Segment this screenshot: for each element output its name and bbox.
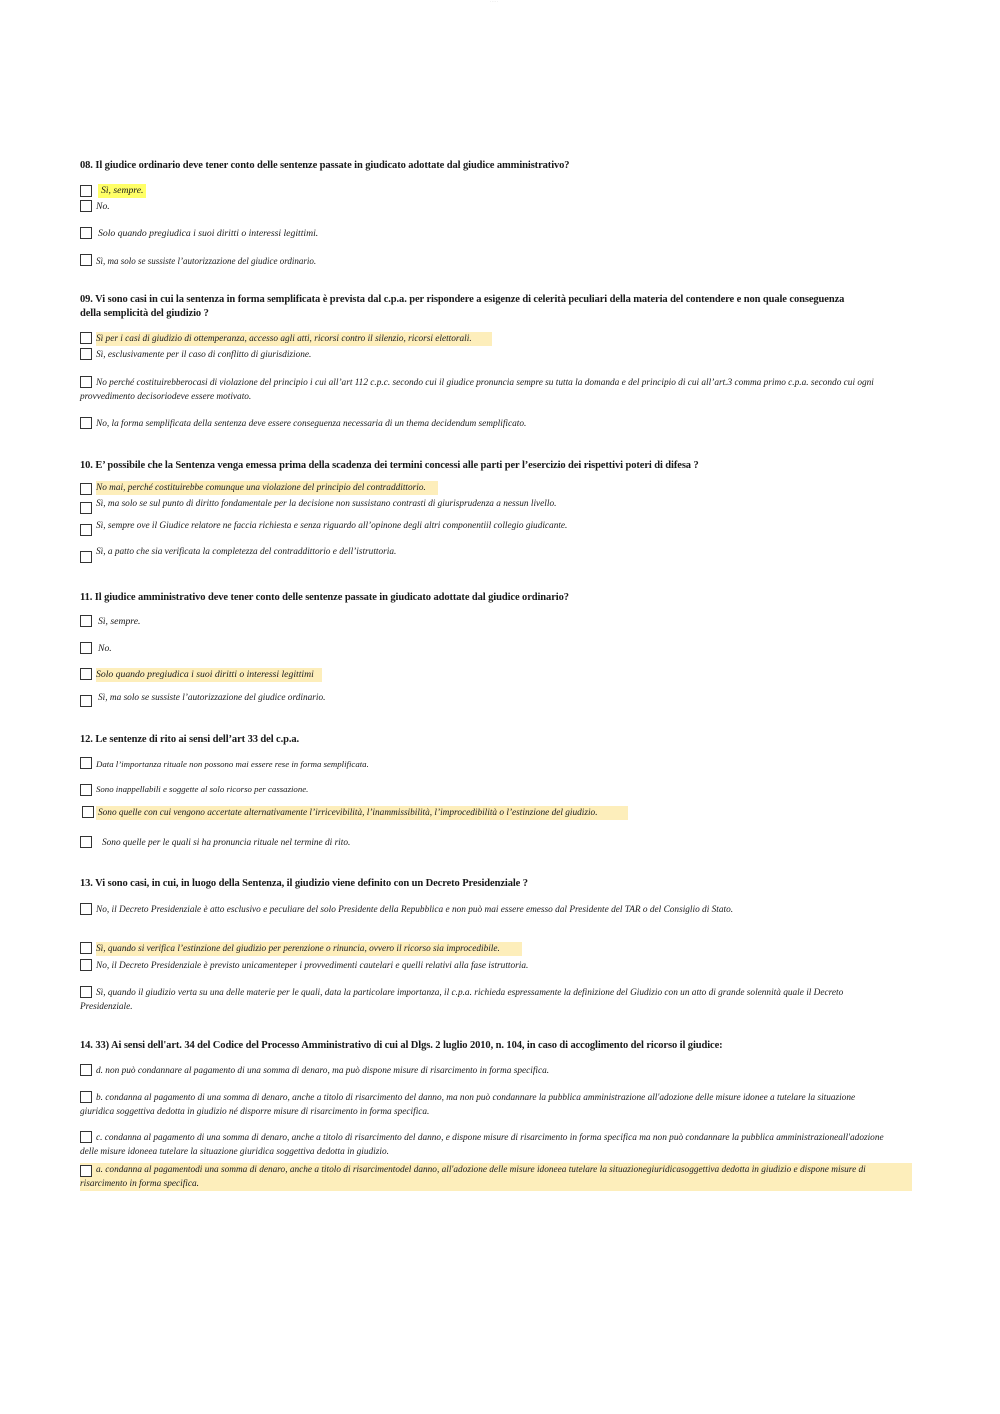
option-label: No, la forma semplificata della sentenza deve essere conseguenza necessaria di un thema decidendum semplificato.	[96, 419, 527, 429]
option[interactable]	[80, 782, 308, 797]
checkbox[interactable]	[80, 668, 92, 680]
question-11-title: 11. Il giudice amministrativo deve tener conto delle sentenze passate in giudicato adottate dal giudice ordinario?	[80, 592, 569, 603]
option-label: Sì, sempre.	[98, 184, 146, 198]
checkbox[interactable]	[80, 483, 92, 495]
option[interactable]	[80, 1163, 912, 1191]
option-label: Sì, ma solo se sussiste l’autorizzazione del giudice ordinario.	[98, 693, 326, 703]
option[interactable]	[80, 903, 860, 917]
option-label: Sono inappellabili e soggette al solo ricorso per cassazione.	[96, 784, 309, 794]
question-10-title: 10. E’ possibile che la Sentenza venga emessa prima della scadenza dei termini concessi alle parti per l’esercizio dei rispettivi poteri di difesa ?	[80, 460, 699, 471]
option-label: Solo quando pregiudica i suoi diritti o interessi legittimi	[96, 668, 322, 682]
option-label: No perché costituirebberocasi di violazione del principio i cui all’art 112 c.p.c. secondo cui il giudice pronuncia sempre su tutta la domanda e del principio di cui all’art.3 comma primo c.p.a. secondo cui ogni provvedimento decisoriodeve essere motivato.	[80, 378, 874, 402]
option[interactable]	[80, 986, 860, 1014]
option-label: Sì per i casi di giudizio di ottemperanza, accesso agli atti, ricorsi contro il silenzio, ricorsi elettorali.	[96, 332, 492, 346]
option-label: Sì, esclusivamente per il caso di conflitto di giurisdizione.	[96, 350, 312, 360]
option[interactable]	[80, 417, 526, 431]
checkbox[interactable]	[80, 1091, 92, 1103]
question-09-title: 09. Vi sono casi in cui la sentenza in forma semplificata è prevista dal c.p.a. per rispondere a esigenze di celerità peculiari della materia del contendere e non quale conseguenza della semplicità del giudizio ?	[80, 294, 845, 319]
option-label: Sì, a patto che sia verificata la completezza del contraddittorio e dell’istruttoria.	[96, 547, 397, 557]
option-label: a. condanna al pagamentodi una somma di denaro, anche a titolo di risarcimentodel danno, all'adozione delle misure idoneea tutelare la situazionegiuridicasoggettiva dedotta in giudizio e dispone misure di risarcimento in forma specifica.	[80, 1163, 912, 1191]
option[interactable]	[80, 806, 628, 820]
option[interactable]	[80, 642, 112, 656]
checkbox[interactable]	[80, 200, 92, 212]
option-label: Sono quelle con cui vengono accertate alternativamente l’irricevibilità, l’inammissibilità, l’improcedibilità o l’estinzione del giudizio.	[96, 806, 628, 820]
option[interactable]	[80, 184, 146, 198]
option-label: Data l’importanza rituale non possono mai essere rese in forma semplificata.	[96, 759, 369, 769]
option[interactable]	[80, 545, 396, 559]
option-label: No.	[96, 201, 110, 212]
option-label: Solo quando pregiudica i suoi diritti o interessi legittimi.	[98, 228, 319, 239]
checkbox[interactable]	[80, 942, 92, 954]
checkbox[interactable]	[80, 348, 92, 360]
option-label: Sono quelle per le quali si ha pronuncia rituale nel termine di rito.	[102, 838, 351, 848]
option-label: Sì, sempre.	[98, 616, 141, 627]
option[interactable]	[80, 227, 318, 241]
option[interactable]	[80, 959, 528, 973]
option[interactable]	[80, 942, 522, 956]
option[interactable]	[80, 376, 900, 404]
question-08-title: 08. Il giudice ordinario deve tener conto delle sentenze passate in giudicato adottate dal giudice amministrativo?	[80, 160, 570, 171]
checkbox[interactable]	[80, 959, 92, 971]
option[interactable]	[80, 200, 110, 214]
option-label: d. non può condannare al pagamento di una somma di denaro, ma può dispone misure di risarcimento in forma specifica.	[96, 1066, 550, 1076]
checkbox[interactable]	[80, 332, 92, 344]
question-14-title: 14. 33) Ai sensi dell'art. 34 del Codice del Processo Amministrativo di cui al Dlgs. 2 luglio 2010, n. 104, in caso di accoglimento del ricorso il giudice:	[80, 1040, 723, 1051]
option-label: b. condanna al pagamento di una somma di denaro, anche a titolo di risarcimento del danno, ma non può condannare la pubblica amministrazione all'adozione delle misure idonee a tutelare la situazione giuridica soggettiva dedotta in giudizio né disporre misure di risarcimento in forma specifica.	[80, 1093, 856, 1117]
option[interactable]	[80, 481, 438, 495]
checkbox[interactable]	[80, 1165, 92, 1177]
option[interactable]	[80, 519, 567, 533]
option-label: Sì, quando il giudizio verta su una delle materie per le quali, data la particolare importanza, il c.p.a. richieda espressamente la definizione del Giudizio con un atto di grande solennità quale il Decreto Presidenziale.	[80, 988, 844, 1012]
option-label: Sì, sempre ove il Giudice relatore ne faccia richiesta e senza riguardo all’opinone degli altri componentiil collegio giudicante.	[96, 521, 568, 531]
option[interactable]	[80, 668, 322, 682]
option-label: No, il Decreto Presidenziale è atto esclusivo e peculiare del solo Presidente della Repubblica e non può mai essere emesso dal Presidente del TAR o del Consiglio di Stato.	[96, 905, 734, 915]
checkbox[interactable]	[80, 615, 92, 627]
option[interactable]	[80, 497, 556, 511]
checkbox[interactable]	[80, 903, 92, 915]
option-label: Sì, ma solo se sul punto di diritto fondamentale per la decisione non sussistano contrasti di giurisprudenza a nessun livello.	[96, 499, 557, 509]
option-label: Sì, ma solo se sussiste l’autorizzazione del giudice ordinario.	[96, 256, 317, 266]
checkbox[interactable]	[80, 254, 92, 266]
checkbox[interactable]	[80, 757, 92, 769]
option-label: Sì, quando si verifica l’estinzione del giudizio per perenzione o rinuncia, ovvero il ricorso sia improcedibile.	[96, 942, 522, 956]
question-12-title: 12. Le sentenze di rito ai sensi dell’art 33 del c.p.a.	[80, 734, 300, 745]
option[interactable]	[80, 1131, 895, 1159]
option[interactable]	[80, 691, 325, 705]
checkbox[interactable]	[80, 185, 92, 197]
checkbox[interactable]	[80, 986, 92, 998]
checkbox[interactable]	[80, 376, 92, 388]
option[interactable]	[80, 1064, 549, 1078]
option[interactable]	[80, 836, 350, 850]
checkbox[interactable]	[80, 551, 92, 563]
option-label: No.	[98, 643, 112, 654]
checkbox[interactable]	[80, 784, 92, 796]
option[interactable]	[80, 615, 140, 629]
option-label: No, il Decreto Presidenziale è previsto unicamenteper i provvedimenti cautelari e quelli relativi alla fase istruttoria.	[96, 961, 529, 971]
checkbox[interactable]	[80, 836, 92, 848]
checkbox[interactable]	[80, 227, 92, 239]
checkbox[interactable]	[82, 806, 94, 818]
option[interactable]	[80, 348, 311, 362]
checkbox[interactable]	[80, 524, 92, 536]
checkbox[interactable]	[80, 1131, 92, 1143]
option[interactable]	[80, 332, 580, 346]
checkbox[interactable]	[80, 695, 92, 707]
option[interactable]	[80, 757, 369, 772]
checkbox[interactable]	[80, 502, 92, 514]
header-mark: · · · · ·	[490, 0, 498, 4]
question-13-title: 13. Vi sono casi, in cui, in luogo della Sentenza, il giudizio viene definito con un Decreto Presidenziale ?	[80, 878, 528, 889]
checkbox[interactable]	[80, 417, 92, 429]
option-label: No mai, perché costituirebbe comunque una violazione del principio del contraddittorio.	[96, 481, 438, 495]
option[interactable]	[80, 254, 316, 269]
checkbox[interactable]	[80, 642, 92, 654]
option-label: c. condanna al pagamento di una somma di denaro, anche a titolo di risarcimento del danno, e dispone misure di risarcimento in forma specifica ma non può condannare la pubblica amministrazioneall'adozione delle misure idoneea tutelare la situazione giuridica soggettiva dedotta in giudizio.	[80, 1133, 884, 1157]
option[interactable]	[80, 1091, 870, 1119]
checkbox[interactable]	[80, 1064, 92, 1076]
